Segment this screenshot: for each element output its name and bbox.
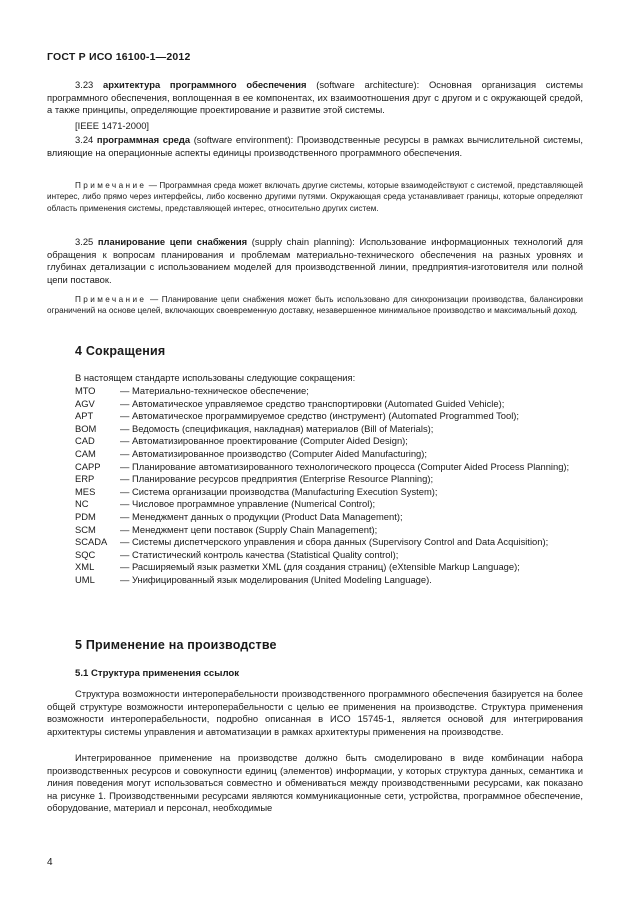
standard-header: ГОСТ Р ИСО 16100-1—2012 <box>47 51 191 63</box>
abbreviation-row <box>75 536 583 549</box>
abbreviation-definition: — Планирование автоматизированного технологического процесса (Computer Aided Process Planning); <box>120 460 570 472</box>
abbreviation-definition: — Автоматическое управляемое средство транспортировки (Automated Guided Vehicle); <box>120 397 505 409</box>
abbreviation-definition: — Менеджмент данных о продукции (Product Data Management); <box>120 510 403 522</box>
abbreviation-code: MES <box>75 485 96 497</box>
note-text: — Программная среда может включать другие системы, которые взаимодействуют с системой, представляющей интерес, либо прямо через интерфейсы, либо косвенно другими путями. Окружающая среда устанавливает границы, которые определяют область применения системы, представляющей интерес, относительно других систем. <box>47 181 583 213</box>
abbreviation-row <box>75 561 583 574</box>
note-label: Примечание <box>75 181 147 190</box>
definition-text: (software architecture): Основная организация системы программного обеспечения, воплощенная в ее компонентах, их взаимоотношения друг с другом и с окружающей средой, а также принципы, определяющие проектирование и развитие этой системы. <box>47 79 583 116</box>
abbreviation-code: UML <box>75 573 95 585</box>
abbreviation-code: NC <box>75 498 89 510</box>
abbreviation-code: CAM <box>75 447 96 459</box>
abbreviation-definition: — Планирование ресурсов предприятия (Enterprise Resource Planning); <box>120 473 434 485</box>
section-4-heading: 4 Сокращения <box>75 344 166 358</box>
abbreviation-definition: — Системы диспетчерского управления и сбора данных (Supervisory Control and Data Acquisition); <box>120 536 549 548</box>
paragraph-5-1-b: Интегрированное применение на производстве должно быть смоделировано в виде комбинации набора производственных ресурсов и совокупности единиц (элементов) информации, у которых структура данных, семантика и линия поведения могут использоваться совместно и обмениваться между производственными ресурсами, как показано на рисунке 1. Производственными ресурсами являются коммуникационные сети, устройства, программное обеспечение, оборудование, материал и персонал, необходимые <box>47 752 583 814</box>
abbreviation-row <box>75 524 583 537</box>
paragraph-5-1-a: Структура возможности интероперабельности производственного программного обеспечения базируется на более общей структуре возможности интероперабельности с целью ее применения на производстве. Структура применения возможности интероперабельности, подробно описанная в ИСО 15745-1, является основой для интегрирования архитектуры системы управления и автоматизации в рамках архитектуры применения на производстве. <box>47 688 583 737</box>
abbreviation-code: CAD <box>75 435 95 447</box>
abbreviation-row <box>75 549 583 562</box>
subsection-5-1-heading: 5.1 Структура применения ссылок <box>75 668 240 679</box>
abbreviation-row <box>75 574 583 587</box>
abbreviation-row <box>75 486 583 499</box>
definition-number: 3.23 <box>75 79 94 90</box>
abbreviations-list <box>75 385 583 587</box>
abbreviation-row <box>75 398 583 411</box>
definition-text: (software environment): Производственные ресурсы в рамках вычислительной системы, влияющие на операционные аспекты единицы производственного программного обеспечения. <box>47 134 583 158</box>
abbreviation-code: ERP <box>75 473 95 485</box>
section-5-heading: 5 Применение на производстве <box>75 638 277 652</box>
abbreviation-definition: — Менеджмент цепи поставок (Supply Chain Management); <box>120 523 378 535</box>
abbreviations-intro: В настоящем стандарте использованы следующие сокращения: <box>75 372 356 383</box>
abbreviation-row <box>75 385 583 398</box>
abbreviation-definition: — Автоматическое программируемое средство (инструмент) (Automated Programmed Tool); <box>120 410 520 422</box>
abbreviation-definition: — Ведомость (спецификация, накладная) материалов (Bill of Materials); <box>120 422 434 434</box>
abbreviation-definition: — Числовое программное управление (Numerical Control); <box>120 498 376 510</box>
abbreviation-row <box>75 423 583 436</box>
abbreviation-code: PDM <box>75 510 96 522</box>
definition-3-25 <box>47 236 583 286</box>
abbreviation-definition: — Система организации производства (Manufacturing Execution System); <box>120 485 438 497</box>
abbreviation-code: SQC <box>75 548 96 560</box>
abbreviation-row <box>75 511 583 524</box>
reference-ieee: [IEEE 1471-2000] <box>75 120 150 131</box>
abbreviation-row <box>75 410 583 423</box>
abbreviation-definition: — Автоматизированное проектирование (Computer Aided Design); <box>120 435 408 447</box>
definition-term: планирование цепи снабжения <box>97 236 248 247</box>
abbreviation-code: SCADA <box>75 536 108 548</box>
abbreviation-code: BOM <box>75 422 97 434</box>
abbreviation-definition: — Унифицированный язык моделирования (United Modeling Language). <box>120 573 432 585</box>
abbreviation-code: AGV <box>75 397 95 409</box>
abbreviation-code: APT <box>75 410 94 422</box>
abbreviation-definition: — Автоматизированное производство (Computer Aided Manufacturing); <box>120 447 427 459</box>
definition-term: архитектура программного обеспечения <box>103 79 307 90</box>
definition-3-23 <box>47 79 583 117</box>
abbreviation-code: МТО <box>75 385 96 396</box>
abbreviation-row <box>75 435 583 448</box>
abbreviation-row <box>75 448 583 461</box>
definition-number: 3.24 <box>75 134 94 145</box>
page-number: 4 <box>47 857 53 868</box>
definition-text: (supply chain planning): Использование информационных технологий для обращения к вопросам планирования и проблемам материально-технического обеспечения на разных уровнях и глубинах детализации с использованием моделей для производственной линии, предприятия-изготовителя или полной цепи поставок. <box>47 236 583 285</box>
abbreviation-code: SCM <box>75 523 96 535</box>
note-supply-chain <box>47 294 583 317</box>
abbreviation-definition: — Материально-техническое обеспечение; <box>120 385 309 396</box>
abbreviation-row <box>75 473 583 486</box>
note-software-environment <box>47 180 583 214</box>
abbreviation-row <box>75 461 583 474</box>
abbreviation-code: XML <box>75 561 95 573</box>
definition-3-24 <box>47 134 583 159</box>
abbreviation-row <box>75 498 583 511</box>
note-label: Примечание <box>75 295 147 304</box>
abbreviation-definition: — Статистический контроль качества (Statistical Quality control); <box>120 548 399 560</box>
definition-term: программная среда <box>96 134 191 145</box>
abbreviation-code: CAPP <box>75 460 101 472</box>
abbreviation-definition: — Расширяемый язык разметки XML (для создания страниц) (eXtensible Markup Language); <box>120 561 520 573</box>
definition-number: 3.25 <box>75 236 94 247</box>
note-text: — Планирование цепи снабжения может быть использовано для синхронизации производства, балансировки ограничений на основе целей, включающих своевременную доставку, незавершенное минимальное производство и максимальный доход. <box>47 295 583 316</box>
